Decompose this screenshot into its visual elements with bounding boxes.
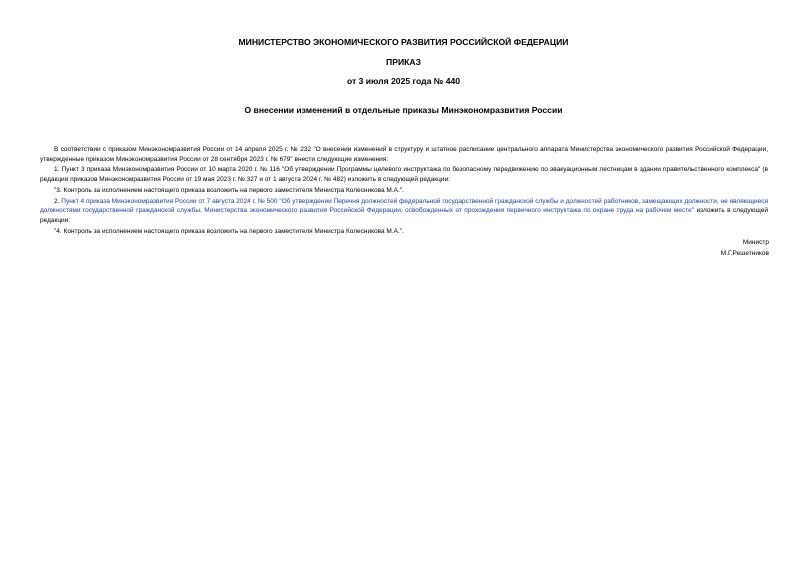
item-2-suffix: изложить в следующей редакции: (40, 207, 768, 225)
item-2-quote-paragraph: "4. Контроль за исполнением настоящего приказа возложить на первого заместителя Министра Колесникова М.А.". (54, 227, 404, 235)
document-body (40, 145, 768, 238)
item-1-quote-paragraph: "3. Контроль за исполнением настоящего приказа возложить на первого заместителя Министра Колесникова М.А.". (54, 186, 404, 194)
signatory-name: М.Г.Решетников (720, 249, 769, 257)
signatory-position: Министр (742, 239, 769, 246)
item-2-document-link[interactable]: Пункт 4 приказа Минэкономразвития России от 7 августа 2024 г. № 500 "Об утверждении Перечня должностей федеральной государственной гражданской службы и должностей работников, замещающих должности, не являющиеся должностями государственной гражданской службы, Министерства экономического развития Российской Федерации, освобожденных от прохождения первичного инструктажа по охране труда на рабочем месте" (40, 197, 768, 215)
item-2-paragraph (40, 197, 768, 226)
signature-block (721, 238, 769, 259)
document-type: ПРИКАЗ (386, 57, 421, 67)
item-1-paragraph: 1. Пункт 3 приказа Минэкономразвития России от 10 марта 2020 г. № 116 "Об утверждении Программы целевого инструктажа по безопасному передвижению по эвакуационным лестницам в здании правительственного комплекса" (в редакции приказов Минэкономразвития России от 19 мая 2023 г. № 327 и от 1 августа 2024 г. № 482) изложить в следующей редакции: (40, 166, 768, 184)
document-date-number: от 3 июля 2025 года № 440 (346, 76, 461, 86)
item-2-number: 2. (54, 197, 62, 205)
preamble-paragraph: В соответствии с приказом Минэкономразвития России от 14 апреля 2025 г. № 232 "О внесении изменений в структуру и штатное расписание центрального аппарата Министерства экономического развития Российской Федерации, утвержденные приказом Минэкономразвития России от 28 сентября 2023 г. № 679" внести следующие изменения: (40, 146, 768, 163)
document-subject: О внесении изменений в отдельные приказы Минэкономразвития России (244, 105, 563, 115)
ministry-name: МИНИСТЕРСТВО ЭКОНОМИЧЕСКОГО РАЗВИТИЯ РОССИЙСКОЙ ФЕДЕРАЦИИ (238, 37, 569, 47)
